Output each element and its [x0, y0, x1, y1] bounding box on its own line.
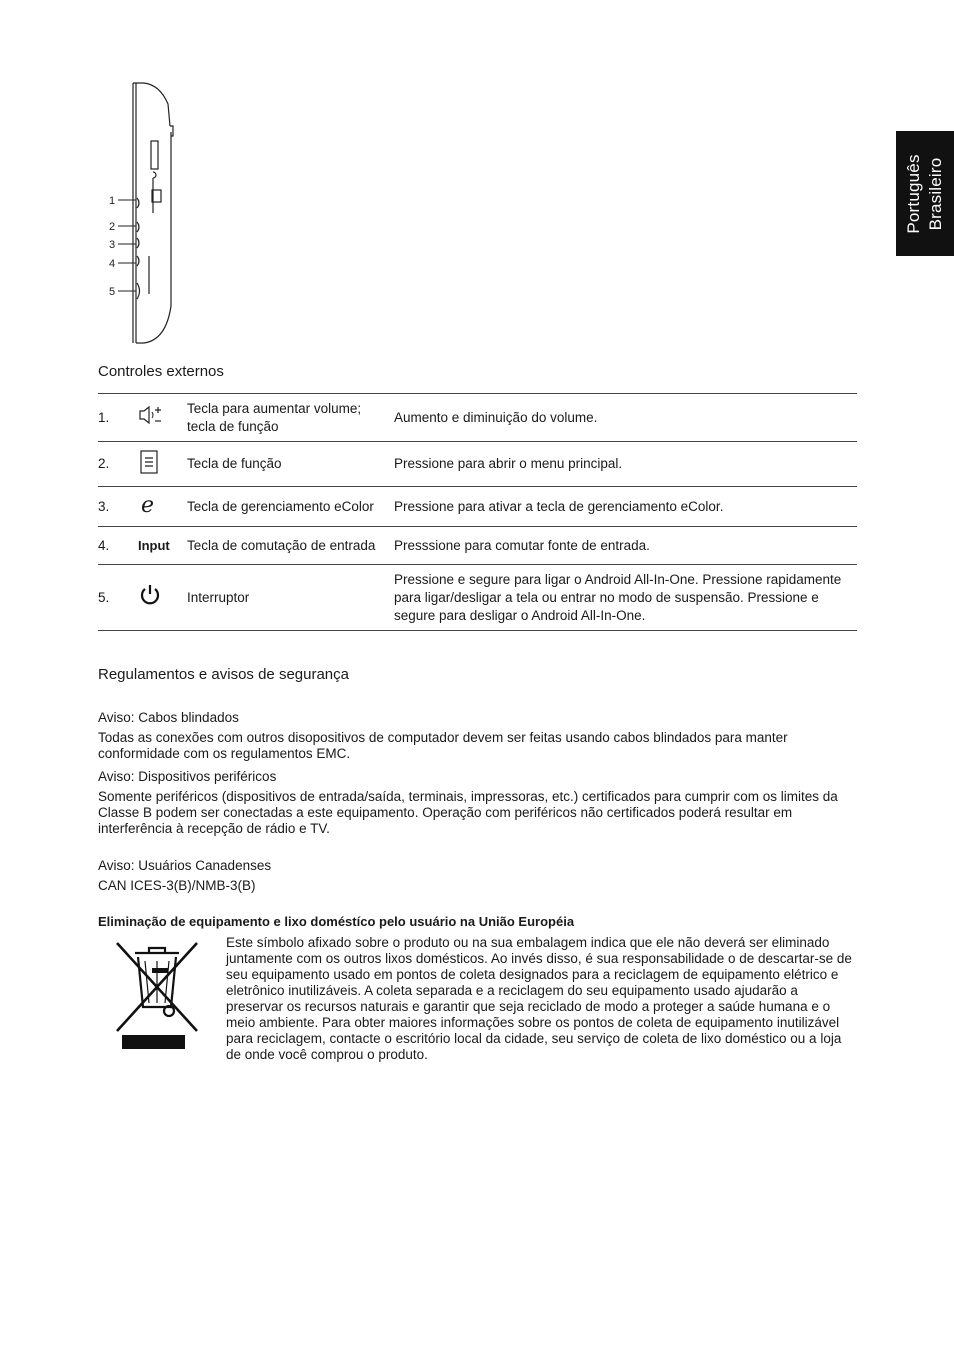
key-name: Tecla de função [187, 456, 282, 471]
key-name: Interruptor [187, 589, 250, 605]
row-number: 4. [98, 537, 110, 553]
cables-text: Todas as conexões com outros disopositivos de computador devem ser feitas usando cabos blindados para manter conformidade com os regulamentos EMC. [98, 730, 788, 761]
menu-icon [138, 450, 160, 474]
row-number: 2. [98, 456, 110, 471]
table-row [98, 394, 857, 442]
table-row [98, 442, 857, 487]
key-name: Tecla de gerenciamento eColor [187, 498, 374, 514]
peripherals-heading: Aviso: Dispositivos periféricos [98, 769, 277, 784]
weee-text: Este símbolo afixado sobre o produto ou na sua embalagem indica que ele não deverá ser eliminado juntamente com os outros lixos domésticos. Ao invés disso, é sua responsabilidade o de descartar-se de seu equipamento usado em pontos de coleta designados para a reciclagem de equipamento elétrico e eletrônico inutilizáveis. A coleta separada e a reciclagem do seu equipamento usado ajudarão a preservar os recursos naturais e garantir que seja reciclado de modo a proteger a saúde humana e o meio ambiente. Para obter maiores informações sobre os pontos de coleta de equipamento inutilizável para reciclagem, contacte o escritório local da cidade, seu serviço de coleta de lixo doméstico ou a loja de onde você comprou o produto. [226, 935, 852, 1062]
language-tab-line2: Brasileiro [926, 157, 945, 230]
ecolor-icon: e [141, 492, 155, 518]
weee-bin-icon [107, 935, 207, 1053]
key-description: Pressione e segure para ligar o Android All-In-One. Pressione rapidamente para ligar/desligar a tela ou entrar no modo de suspensão. Pressione e segure para desligar o Android All-In-One. [394, 571, 842, 623]
table-row [98, 527, 857, 565]
external-controls-title: Controles externos [98, 363, 224, 380]
device-side-diagram [100, 78, 190, 348]
volume-icon [138, 404, 164, 426]
key-name: Tecla de comutação de entrada [187, 537, 376, 553]
language-tab-line1: Português [904, 153, 923, 234]
row-number: 1. [98, 409, 110, 425]
controls-table [98, 393, 857, 631]
power-icon [138, 583, 162, 607]
table-row [98, 565, 857, 631]
callout-1: 1 [109, 195, 116, 207]
row-number: 3. [98, 498, 110, 514]
table-row [98, 487, 857, 527]
language-tab [896, 131, 954, 256]
weee-heading: Eliminação de equipamento e lixo doméstíco pelo usuário na União Européia [98, 914, 575, 929]
callout-5: 5 [109, 286, 116, 298]
input-icon: Input [138, 537, 170, 553]
regulations-title: Regulamentos e avisos de segurança [98, 666, 349, 683]
callout-4: 4 [109, 258, 116, 270]
key-description: Aumento e diminuição do volume. [394, 409, 598, 425]
row-number: 5. [98, 589, 110, 605]
canada-heading: Aviso: Usuários Canadenses [98, 858, 272, 873]
key-name: Tecla para aumentar volume; tecla de função [187, 400, 362, 434]
key-description: Pressione para abrir o menu principal. [394, 456, 623, 471]
key-description: Pressione para ativar a tecla de gerenciamento eColor. [394, 498, 724, 514]
callout-2: 2 [109, 221, 116, 233]
key-description: Presssione para comutar fonte de entrada. [394, 537, 650, 553]
callout-3: 3 [109, 239, 116, 251]
canada-text: CAN ICES-3(B)/NMB-3(B) [98, 878, 256, 893]
cables-heading: Aviso: Cabos blindados [98, 710, 239, 725]
peripherals-text: Somente periféricos (dispositivos de entrada/saída, terminais, impressoras, etc.) certificados para cumprir com os limites da Classe B podem ser conectadas a este equipamento. Operação com periféricos não certificados poderá resultar em interferência à recepção de rádio e TV. [98, 789, 838, 836]
